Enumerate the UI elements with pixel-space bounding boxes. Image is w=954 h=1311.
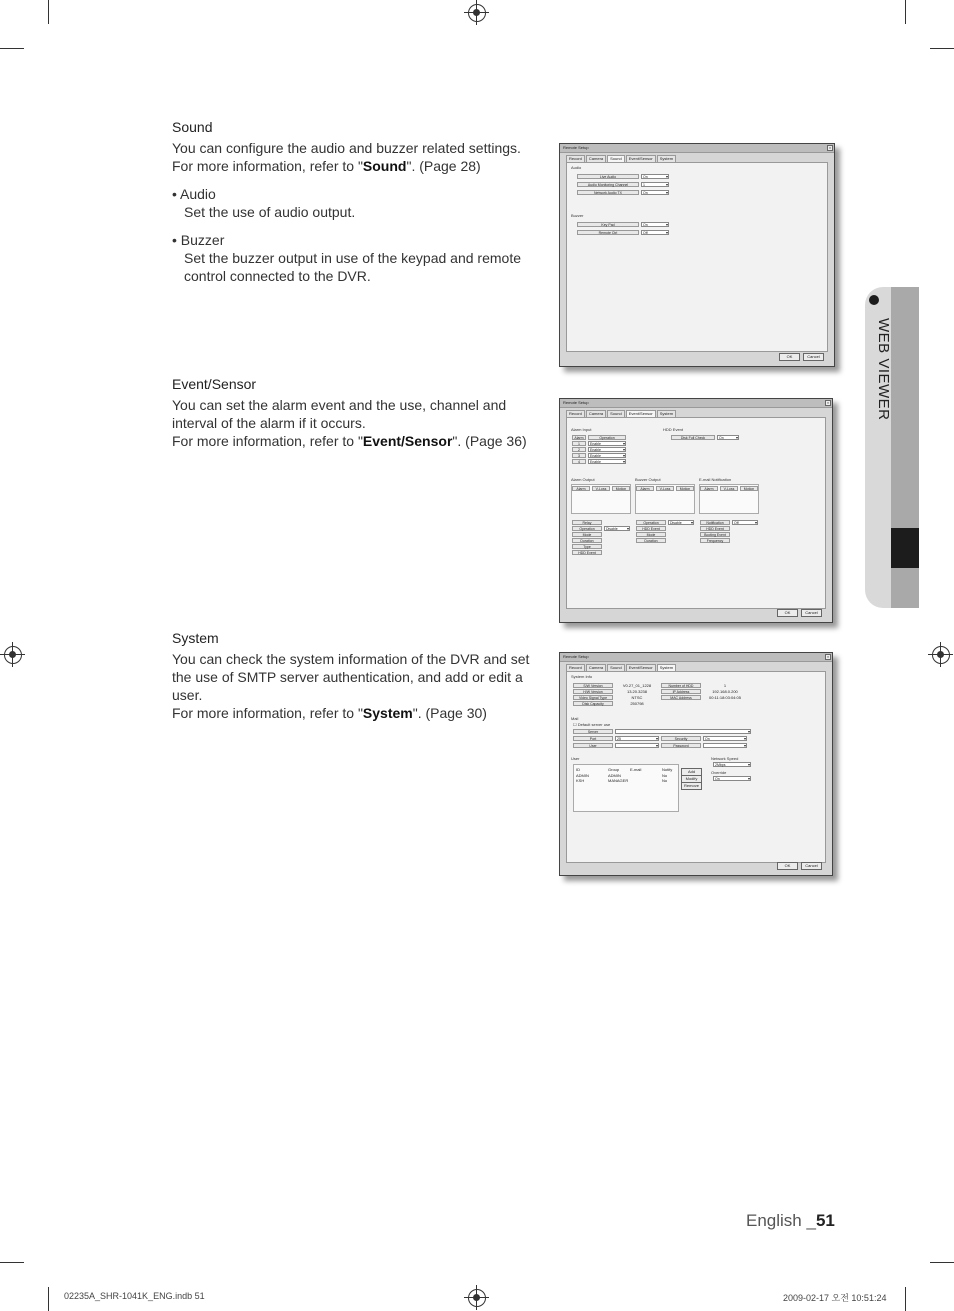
col-header: Motion — [676, 486, 694, 491]
user-table — [573, 764, 679, 812]
tab-camera[interactable]: Camera — [586, 664, 606, 672]
mail-row — [573, 742, 747, 748]
tab-system[interactable]: System — [657, 664, 676, 672]
modify-user-button[interactable]: Modify — [681, 775, 702, 783]
sound-line: You can configure the audio and buzzer related settings. — [172, 140, 521, 156]
cancel-button[interactable]: Cancel — [803, 353, 824, 361]
email-label: HDD Event — [700, 526, 730, 531]
page-number — [746, 1211, 835, 1231]
buzzer-cfg-row — [636, 537, 666, 543]
system-line: You can check the system information of the DVR and set the use of SMTP server authentication, and add or edit a user. — [172, 651, 530, 703]
crop-mark — [48, 1287, 49, 1311]
dialog-buttons — [777, 609, 822, 617]
sound-reference — [172, 157, 550, 175]
email-label: Frequency — [700, 538, 730, 543]
buzzer-select[interactable]: Disable ▾ — [668, 520, 694, 525]
buzzer-label: Mode — [636, 532, 666, 537]
user-group-label: User — [571, 756, 580, 761]
grid-header — [700, 485, 758, 491]
user-id: ADMIN — [576, 772, 589, 778]
remove-user-button[interactable]: Remove — [681, 782, 702, 790]
bullet-title: • Buzzer — [172, 232, 225, 248]
audio-row — [577, 181, 669, 187]
tab-sound[interactable]: Sound — [607, 664, 625, 672]
email-output-grid — [699, 484, 759, 514]
crop-mark — [48, 0, 49, 24]
info-value: V0.27_01_1228 — [622, 682, 652, 688]
system-title: System — [172, 630, 219, 646]
setting-label: Live Audio — [577, 174, 639, 179]
buzzer-output-grid — [635, 484, 695, 514]
user-input[interactable] — [615, 743, 659, 748]
relay-label: Relay — [572, 520, 602, 525]
alarm-select[interactable]: Enable ▾ — [588, 441, 626, 446]
alarm-number: 4 — [572, 459, 586, 464]
buzzer-row — [577, 229, 669, 235]
page-number-value: 51 — [815, 1211, 835, 1230]
setting-label: Remote Ctrl — [577, 230, 639, 235]
user-id: KSH — [576, 777, 585, 783]
registration-mark-icon — [468, 1289, 486, 1307]
footer-file-info: 02235A_SHR-1041K_ENG.indb 51 — [64, 1291, 205, 1301]
tab-sound[interactable]: Sound — [607, 155, 625, 163]
col-header: Alarm — [572, 486, 590, 491]
buzzer-label: Operation — [636, 520, 666, 525]
col-header: Motion — [612, 486, 630, 491]
grid-header — [636, 485, 694, 491]
ref-suffix: ". (Page 30) — [412, 705, 487, 721]
chapter-label: WEB VIEWER — [875, 318, 892, 421]
registration-mark-icon — [932, 646, 950, 664]
system-info-label: System Info — [571, 674, 593, 679]
ok-button[interactable]: OK — [777, 862, 798, 870]
window-title: Remote Setup — [563, 654, 589, 659]
ref-bold: System — [362, 705, 413, 721]
default-server-checkbox[interactable]: ☐ Default server use — [573, 722, 611, 727]
tab-record[interactable]: Record — [566, 410, 585, 418]
system-reference — [172, 704, 550, 722]
buzzer-label: HDD Event — [636, 526, 666, 531]
audio-row — [577, 189, 669, 195]
info-label: Disk Capacity — [573, 701, 613, 706]
disk-full-label: Disk Full Check — [671, 435, 715, 440]
system-screenshot — [559, 652, 833, 876]
ok-button[interactable]: OK — [777, 609, 798, 617]
info-label: S/W Version — [573, 683, 613, 688]
system-description — [172, 650, 550, 722]
crop-mark — [930, 1262, 954, 1263]
ref-prefix: For more information, refer to " — [172, 705, 363, 721]
ref-suffix: ". (Page 28) — [406, 158, 481, 174]
crop-mark — [0, 1262, 24, 1263]
password-label: Password — [661, 743, 701, 748]
settings-panel — [566, 417, 826, 609]
relay-label: Mode — [572, 532, 602, 537]
bullet-title: • Audio — [172, 186, 216, 202]
mail-row — [573, 728, 751, 734]
mail-row — [573, 735, 747, 741]
crop-mark — [0, 48, 24, 49]
relay-label: HDD Event — [572, 550, 602, 555]
cancel-button[interactable]: Cancel — [801, 609, 822, 617]
user-group: MANAGER — [608, 777, 629, 783]
info-value: 250798 — [630, 700, 644, 706]
col-header: V-Loss — [592, 486, 610, 491]
default-server-label: Default server use — [577, 722, 611, 727]
info-value: 13.20.3238 — [626, 688, 648, 694]
crop-mark — [905, 0, 906, 24]
tab-record[interactable]: Record — [566, 155, 585, 163]
info-label: MAC Address — [661, 695, 701, 700]
sound-description — [172, 139, 550, 175]
user-notify: No — [662, 772, 668, 778]
alarm-col: Alarm — [572, 435, 586, 440]
network-speed-select[interactable]: 2Mbps ▾ — [713, 762, 751, 767]
grid-header — [572, 485, 630, 491]
setting-select[interactable]: On ▾ — [641, 174, 669, 179]
email-select[interactable]: Off ▾ — [732, 520, 758, 525]
info-value: NTSC — [631, 694, 643, 700]
info-row — [573, 700, 659, 706]
info-value: 192.168.0.200 — [712, 688, 738, 694]
buzzer-group-label: Buzzer — [571, 213, 584, 218]
col-header: ID — [576, 766, 580, 772]
col-header: E-mail — [630, 766, 642, 772]
setting-select[interactable]: Off ▾ — [641, 230, 669, 235]
user-group: ADMIN — [608, 772, 621, 778]
settings-panel — [566, 671, 826, 863]
setting-select[interactable]: On ▾ — [641, 190, 669, 195]
cancel-button[interactable]: Cancel — [801, 862, 822, 870]
ref-bold: Sound — [362, 158, 407, 174]
info-value: 1 — [723, 682, 727, 688]
audio-bullet — [172, 185, 550, 221]
buzzer-output-label: Buzzer Output — [635, 477, 661, 482]
tab-event-sensor[interactable]: Event/Sensor — [626, 155, 656, 163]
tab-system[interactable]: System — [657, 410, 676, 418]
window-title: Remote Setup — [563, 145, 589, 150]
close-icon[interactable]: × — [826, 400, 830, 405]
email-notification-label: E-mail Notification — [699, 477, 732, 482]
network-speed-label: Network Speed — [711, 756, 739, 761]
hdd-event-label: HDD Event — [663, 427, 684, 432]
col-header: Group — [608, 766, 620, 772]
email-label: Booting Event — [700, 532, 730, 537]
registration-mark-icon — [468, 4, 486, 22]
ref-suffix: ". (Page 36) — [452, 433, 527, 449]
relay-label: Duration — [572, 538, 602, 543]
alarm-output-label: Alarm Output — [571, 477, 595, 482]
dialog-buttons — [777, 862, 822, 870]
user-label: User — [573, 743, 613, 748]
tab-sound[interactable]: Sound — [607, 410, 625, 418]
disk-full-row — [671, 434, 739, 440]
footer-timestamp: 2009-02-17 오전 10:51:24 — [783, 1293, 887, 1303]
crop-mark — [905, 1287, 906, 1311]
alarm-number: 3 — [572, 453, 586, 458]
alarm-row — [572, 458, 626, 464]
system-section — [172, 630, 550, 722]
tab-camera[interactable]: Camera — [586, 155, 606, 163]
window-title: Remote Setup — [563, 400, 589, 405]
info-label: Number of HDD — [661, 683, 701, 688]
alarm-output-grid — [571, 484, 631, 514]
window-titlebar — [560, 653, 832, 662]
bullet-icon — [869, 295, 879, 305]
setting-select[interactable]: 1 ▾ — [641, 182, 669, 187]
event-sensor-title: Event/Sensor — [172, 376, 257, 392]
security-select[interactable]: On ▾ — [703, 736, 747, 741]
port-input[interactable]: 25 ▾ — [615, 736, 659, 741]
setting-label: Audio Monitoring Channel — [577, 182, 639, 187]
tab-camera[interactable]: Camera — [586, 410, 606, 418]
table-row[interactable] — [576, 777, 678, 783]
audio-row — [577, 173, 669, 179]
override-label: Override — [711, 770, 727, 775]
alarm-number: 1 — [572, 441, 586, 446]
event-reference — [172, 432, 550, 450]
buzzer-bullet — [172, 231, 550, 285]
mail-label: Mail — [571, 716, 579, 721]
col-header: Notify — [662, 766, 673, 772]
bullet-desc: Set the use of audio output. — [184, 204, 356, 220]
server-input[interactable] — [615, 729, 751, 734]
sound-section — [172, 119, 550, 285]
alarm-select[interactable]: Enable ▾ — [588, 447, 626, 452]
relay-row — [572, 549, 602, 555]
col-header: V-Loss — [720, 486, 738, 491]
override-select[interactable]: On ▾ — [713, 776, 751, 781]
event-line: You can set the alarm event and the use, channel and interval of the alarm if it occurs. — [172, 397, 507, 431]
tab-record[interactable]: Record — [566, 664, 585, 672]
tab-event-sensor[interactable]: Event/Sensor — [626, 664, 656, 672]
setting-label: Key Pad — [577, 222, 639, 227]
email-label: Notification — [700, 520, 730, 525]
info-label: IP Address — [661, 689, 701, 694]
bullet-desc: Set the buzzer output in use of the keypad and remote control connected to the DVR. — [184, 250, 521, 284]
close-icon[interactable]: × — [826, 654, 830, 659]
alarm-select[interactable]: Enable ▾ — [588, 459, 626, 464]
setting-label: Network Audio TX — [577, 190, 639, 195]
col-header: Alarm — [636, 486, 654, 491]
col-header: Motion — [740, 486, 758, 491]
ref-prefix: For more information, refer to " — [172, 433, 363, 449]
setting-select[interactable]: On ▾ — [641, 222, 669, 227]
col-header: Alarm — [700, 486, 718, 491]
buzzer-label: Duration — [636, 538, 666, 543]
dialog-buttons — [779, 353, 824, 361]
alarm-number: 2 — [572, 447, 586, 452]
tab-event-sensor[interactable]: Event/Sensor — [626, 410, 656, 418]
event-sensor-screenshot — [559, 398, 833, 623]
add-user-button[interactable]: Add — [681, 768, 702, 776]
sound-title: Sound — [172, 119, 213, 135]
alarm-input-label: Alarm Input — [571, 427, 592, 432]
registration-mark-icon — [4, 646, 22, 664]
relay-select[interactable]: Disable ▾ — [604, 526, 630, 531]
audio-group-label: Audio — [571, 165, 582, 170]
info-value: 00:11:18:03:04:05 — [709, 694, 741, 700]
window-titlebar — [560, 399, 832, 408]
relay-label: Type — [572, 544, 602, 549]
port-label: Port — [573, 736, 613, 741]
event-sensor-description — [172, 396, 550, 450]
crop-mark — [930, 48, 954, 49]
buzzer-row — [577, 221, 669, 227]
security-label: Security — [661, 736, 701, 741]
col-header: V-Loss — [656, 486, 674, 491]
operation-col: Operation — [588, 435, 626, 440]
info-label: H/W Version — [573, 689, 613, 694]
disk-full-select[interactable]: On ▾ — [717, 435, 739, 440]
info-label: Video Signal Type — [573, 695, 613, 700]
user-notify: No — [662, 777, 668, 783]
alarm-select[interactable]: Enable ▾ — [588, 453, 626, 458]
ref-bold: Event/Sensor — [362, 433, 453, 449]
event-sensor-section — [172, 376, 550, 450]
chapter-indicator — [891, 528, 919, 568]
page-number-prefix: English _ — [746, 1211, 816, 1230]
sound-screenshot — [559, 143, 835, 367]
email-cfg-row — [700, 537, 730, 543]
window-titlebar — [560, 144, 834, 153]
server-label: Server — [573, 729, 613, 734]
settings-panel — [566, 162, 828, 352]
tab-system[interactable]: System — [657, 155, 676, 163]
password-input[interactable] — [703, 743, 747, 748]
ref-prefix: For more information, refer to " — [172, 158, 363, 174]
ok-button[interactable]: OK — [779, 353, 800, 361]
close-icon[interactable]: × — [828, 145, 832, 150]
relay-label: Operation — [572, 526, 602, 531]
